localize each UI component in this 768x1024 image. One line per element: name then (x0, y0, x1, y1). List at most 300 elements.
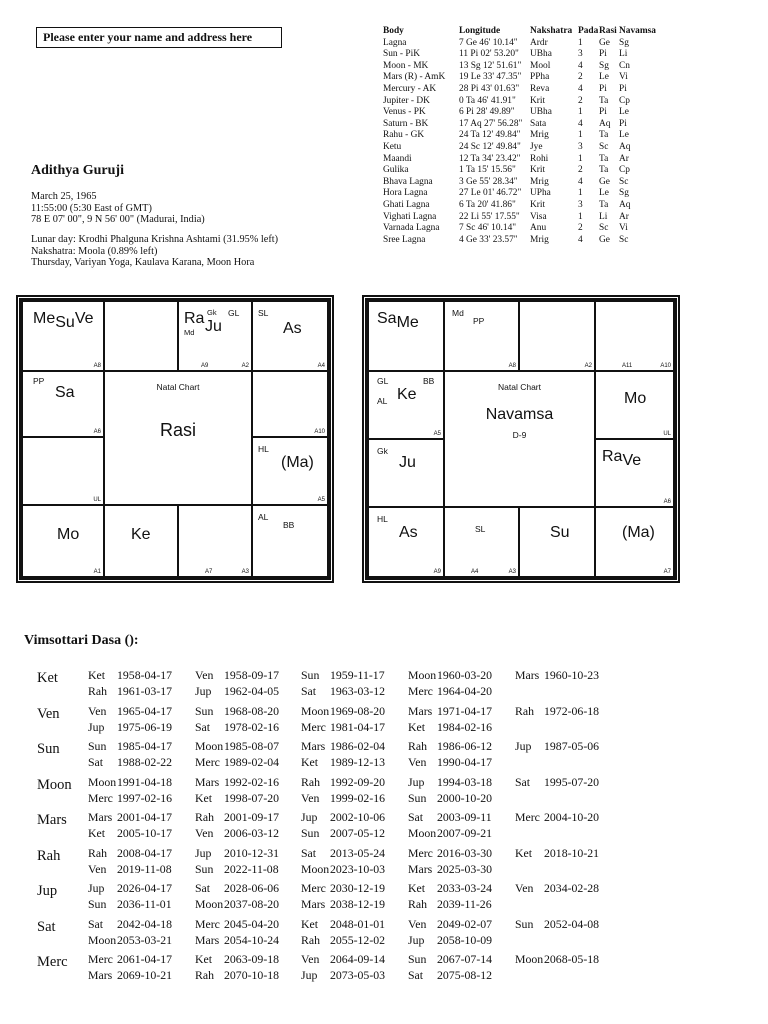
subperiod-date: 2045-04-20 (224, 917, 280, 931)
subperiod-date: 1986-02-04 (330, 739, 386, 753)
subperiod-lord: Merc (88, 952, 113, 966)
table-cell: 0 Ta 46' 41.91" (459, 95, 516, 106)
subperiod-date: 2067-07-14 (437, 952, 493, 966)
dasa-subperiod (88, 917, 172, 933)
subperiod-lord: Mars (408, 704, 433, 718)
dasa-subperiod (515, 846, 599, 862)
subperiod-lord: Sun (301, 668, 320, 682)
arudha-label: A3 (241, 569, 249, 575)
dasa-subperiod (515, 739, 599, 755)
birth-place: 78 E 07' 00", 9 N 56' 00" (Madurai, India) (31, 214, 205, 226)
subperiod-date: 2054-10-24 (224, 932, 280, 947)
dasa-lord: Sat (37, 919, 56, 935)
subperiod-lord: Jup (195, 846, 212, 860)
subperiod-lord: Sat (301, 846, 317, 860)
table-row (383, 223, 649, 235)
table-cell: Bhava Lagna (383, 176, 433, 187)
table-row (383, 84, 649, 96)
subperiod-date: 1987-05-06 (544, 739, 600, 753)
subperiod-lord: Ven (408, 917, 427, 931)
table-cell: Ta (599, 199, 609, 210)
table-header (383, 26, 656, 38)
rasi-house-gemini (251, 300, 329, 372)
subperiod-lord: Moon (301, 704, 330, 718)
subperiod-lord: Jup (408, 775, 425, 789)
planet-label: Md (452, 308, 464, 318)
subperiod-date: 2038-12-19 (330, 896, 386, 911)
dasa-subperiod (408, 704, 492, 720)
table-cell: 1 (578, 211, 583, 222)
subperiod-date: 1999-02-16 (330, 790, 386, 805)
table-cell: Sg (619, 37, 629, 48)
subperiod-date: 1988-02-22 (117, 754, 173, 769)
table-cell: Ta (599, 130, 609, 141)
table-cell: Li (599, 211, 608, 222)
planet-label: HL (377, 514, 388, 524)
rasi-center (103, 370, 253, 506)
table-cell: PPha (530, 72, 550, 83)
subperiod-lord: Merc (408, 683, 433, 698)
dasa-subperiod (88, 826, 172, 842)
navamsa-house-cancer (594, 370, 675, 440)
table-cell: 24 Ta 12' 49.84" (459, 130, 521, 141)
dasa-subperiod (195, 668, 279, 684)
table-cell: 22 Li 55' 17.55" (459, 211, 520, 222)
planet-label: AL (258, 512, 269, 522)
planet-label: SL (475, 524, 486, 534)
table-cell: Mars (R) - AmK (383, 72, 446, 83)
table-cell: Gulika (383, 165, 409, 176)
subperiod-lord: Rah (408, 739, 428, 753)
rasi-house-taurus (177, 300, 253, 372)
table-cell: Visa (530, 211, 547, 222)
subperiod-lord: Sat (408, 810, 424, 824)
table-cell: 3 (578, 49, 583, 60)
subperiod-date: 1962-04-05 (224, 683, 280, 698)
planet-label: Me (396, 314, 419, 331)
rasi-house-aquarius (21, 370, 105, 438)
subperiod-date: 2048-01-01 (330, 917, 386, 931)
table-cell: Sg (599, 60, 609, 71)
table-cell: Lagna (383, 37, 407, 48)
table-cell: Le (619, 130, 629, 141)
person-name: Adithya Guruji (31, 163, 124, 178)
table-cell: 1 (578, 188, 583, 199)
dasa-lord: Ket (37, 670, 58, 686)
arudha-label: A8 (508, 363, 516, 369)
subperiod-date: 2010-12-31 (224, 846, 280, 860)
planet-label: PP (33, 376, 45, 386)
subperiod-lord: Mars (301, 739, 326, 753)
subperiod-lord: Ket (408, 881, 426, 895)
subperiod-lord: Mars (515, 668, 540, 682)
subperiod-date: 1969-08-20 (330, 704, 386, 718)
rasi-house-libra (177, 504, 253, 578)
planet-label: Md (184, 328, 195, 337)
chart-title: Rasi (159, 420, 196, 440)
table-row (383, 107, 649, 119)
subperiod-date: 1972-06-18 (544, 704, 600, 718)
dasa-subperiod (88, 791, 172, 807)
subperiod-lord: Mars (88, 967, 113, 982)
table-row (383, 96, 649, 108)
subperiod-lord: Sat (88, 754, 104, 769)
subperiod-lord: Jup (301, 810, 318, 824)
dasa-subperiod (408, 846, 492, 862)
dasa-subperiod (195, 755, 279, 771)
table-cell: Aq (599, 118, 611, 129)
dasa-subperiod (195, 810, 279, 826)
subperiod-lord: Rah (408, 896, 428, 911)
subperiod-date: 2002-10-06 (330, 810, 386, 824)
navamsa-house-libra (518, 506, 596, 578)
planet-label: HL (258, 444, 269, 454)
table-cell: Rohi (530, 153, 549, 164)
arudha-label: A5 (317, 497, 325, 503)
table-cell: Ardr (530, 37, 548, 48)
subperiod-lord: Mars (195, 775, 220, 789)
rasi-house-cancer (251, 370, 329, 438)
subperiod-lord: Sat (88, 917, 104, 931)
birth-time: 11:55:00 (5:30 East of GMT) (31, 202, 152, 214)
dasa-subperiod (408, 668, 492, 684)
navamsa-house-virgo (594, 506, 675, 578)
subperiod-lord: Rah (195, 810, 215, 824)
dasa-subperiod (195, 704, 279, 720)
table-cell: Sc (619, 176, 629, 187)
subperiod-date: 1959-11-17 (330, 668, 385, 682)
arudha-label: A4 (471, 569, 479, 575)
subperiod-date: 1960-03-20 (437, 668, 493, 682)
subperiod-date: 2030-12-19 (330, 881, 386, 895)
table-cell: Pi (599, 83, 607, 94)
table-cell: 4 (578, 176, 583, 187)
arudha-label: A6 (663, 499, 671, 505)
subperiod-lord: Sat (195, 719, 211, 734)
dasa-subperiod (88, 952, 172, 968)
weekday-yoga: Thursday, Variyan Yoga, Kaulava Karana, Moon Hora (31, 257, 255, 269)
table-cell: 6 Ta 20' 41.86" (459, 199, 516, 210)
table-cell: Venus - PK (383, 107, 426, 118)
subperiod-date: 2064-09-14 (330, 952, 386, 966)
subperiod-date: 2069-10-21 (117, 967, 173, 982)
dasa-lord: Mars (37, 812, 67, 828)
table-cell: Cp (619, 95, 630, 106)
dasa-subperiod (515, 810, 599, 826)
table-cell: Vi (619, 223, 628, 234)
dasa-subperiod (301, 881, 385, 897)
table-cell: Ta (599, 165, 609, 176)
dasa-subperiod (301, 775, 385, 791)
dasa-subperiod (301, 897, 385, 913)
table-cell: Le (599, 72, 609, 83)
subperiod-lord: Ven (408, 754, 427, 769)
subperiod-date: 2007-09-21 (437, 825, 493, 840)
chart-subtitle: Natal Chart (498, 382, 541, 392)
dasa-subperiod (301, 720, 385, 736)
subperiod-lord: Moon (195, 739, 224, 753)
dasa-subperiod (195, 881, 279, 897)
header-body: Body (383, 26, 404, 36)
subperiod-date: 1985-08-07 (224, 739, 280, 753)
table-cell: Ta (599, 95, 609, 106)
arudha-label: A1 (93, 569, 101, 575)
dasa-title: Vimsottari Dasa (): (24, 633, 139, 648)
table-cell: Pi (599, 107, 607, 118)
subperiod-lord: Moon (408, 825, 437, 840)
dasa-subperiod (195, 897, 279, 913)
planet-label: As (283, 320, 302, 337)
subperiod-lord: Rah (301, 775, 321, 789)
planet-label: Su (55, 314, 75, 331)
subperiod-date: 1965-04-17 (117, 704, 173, 718)
dasa-subperiod (301, 917, 385, 933)
planet-label: Ke (397, 386, 417, 403)
subperiod-lord: Sat (195, 881, 211, 895)
dasa-subperiod (195, 862, 279, 878)
planet-label: As (399, 524, 418, 541)
planet-label: Sa (377, 310, 397, 327)
navamsa-chart (362, 295, 680, 583)
table-cell: Vi (619, 72, 628, 83)
nakshatra-info: Nakshatra: Moola (0.89% left) (31, 245, 158, 257)
dasa-subperiod (301, 952, 385, 968)
dasa-subperiod (88, 755, 172, 771)
table-row (383, 49, 649, 61)
subperiod-lord: Mars (195, 932, 220, 947)
dasa-subperiod (408, 881, 492, 897)
table-cell: Le (619, 107, 629, 118)
planet-label: Su (550, 524, 570, 541)
dasa-subperiod (195, 720, 279, 736)
table-cell: Sata (530, 118, 547, 129)
dasa-subperiod (408, 952, 492, 968)
dasa-subperiod (408, 968, 492, 984)
subperiod-lord: Sun (515, 917, 534, 931)
dasa-subperiod (88, 810, 172, 826)
table-row (383, 72, 649, 84)
table-cell: 7 Ge 46' 10.14" (459, 37, 518, 48)
subperiod-date: 1964-04-20 (437, 683, 493, 698)
dasa-subperiod (195, 968, 279, 984)
subperiod-date: 1975-06-19 (117, 719, 173, 734)
subperiod-lord: Jup (408, 932, 425, 947)
planet-label: (Ma) (622, 524, 655, 541)
arudha-label: A2 (241, 363, 249, 369)
subperiod-date: 2063-09-18 (224, 952, 280, 966)
subperiod-date: 2042-04-18 (117, 917, 173, 931)
subperiod-lord: Rah (515, 704, 535, 718)
table-cell: Rahu - GK (383, 130, 425, 141)
subperiod-date: 1997-02-16 (117, 790, 173, 805)
arudha-label: A4 (317, 363, 325, 369)
planet-label: BB (283, 520, 295, 530)
arudha-label: A9 (201, 363, 209, 369)
table-cell: Cp (619, 165, 630, 176)
subperiod-lord: Sat (515, 775, 531, 789)
subperiod-lord: Ven (301, 952, 320, 966)
subperiod-lord: Moon (88, 775, 117, 789)
navamsa-house-aries (443, 300, 520, 372)
table-cell: Pi (619, 118, 627, 129)
subperiod-lord: Merc (301, 881, 326, 895)
dasa-subperiod (301, 684, 385, 700)
planet-label: Ra (602, 448, 623, 465)
subperiod-date: 2016-03-30 (437, 846, 493, 860)
dasa-subperiod (301, 704, 385, 720)
subperiod-date: 2075-08-12 (437, 967, 493, 982)
table-row (383, 119, 649, 131)
subperiod-lord: Moon (408, 668, 437, 682)
dasa-subperiod (88, 739, 172, 755)
subperiod-date: 1981-04-17 (330, 719, 386, 734)
subperiod-date: 1978-02-16 (224, 719, 280, 734)
subperiod-date: 2028-06-06 (224, 881, 280, 895)
table-cell: 3 (578, 199, 583, 210)
planet-label: Ra (184, 310, 205, 327)
table-cell: Sc (599, 223, 609, 234)
planet-positions-table (383, 26, 656, 246)
name-address-prompt[interactable]: Please enter your name and address here (36, 27, 282, 48)
dasa-subperiod (408, 739, 492, 755)
rasi-house-capricorn (21, 436, 105, 506)
subperiod-date: 2037-08-20 (224, 896, 280, 911)
table-cell: 3 (578, 141, 583, 152)
navamsa-house-sagittarius (367, 506, 445, 578)
subperiod-date: 1992-02-16 (224, 775, 280, 789)
subperiod-date: 1971-04-17 (437, 704, 493, 718)
subperiod-lord: Jup (301, 967, 318, 982)
subperiod-lord: Moon (195, 896, 224, 911)
subperiod-date: 2005-10-17 (117, 825, 173, 840)
header-pada: Pada (578, 26, 599, 36)
subperiod-date: 1963-03-12 (330, 683, 386, 698)
subperiod-date: 1958-04-17 (117, 668, 173, 682)
dasa-subperiod (195, 684, 279, 700)
dasa-subperiod (408, 897, 492, 913)
table-cell: Sree Lagna (383, 234, 426, 245)
subperiod-lord: Ket (195, 952, 213, 966)
navamsa-house-taurus (518, 300, 596, 372)
dasa-subperiod (301, 862, 385, 878)
table-row (383, 200, 649, 212)
subperiod-date: 2070-10-18 (224, 967, 280, 982)
table-cell: Pi (599, 49, 607, 60)
subperiod-date: 2001-09-17 (224, 810, 280, 824)
table-cell: Hora Lagna (383, 188, 428, 199)
subperiod-date: 1989-02-04 (224, 754, 280, 769)
arudha-label: A10 (660, 363, 671, 369)
dasa-subperiod (515, 881, 599, 897)
dasa-subperiod (301, 810, 385, 826)
subperiod-lord: Moon (515, 952, 544, 966)
subperiod-lord: Ket (515, 846, 533, 860)
subperiod-lord: Ket (195, 790, 213, 805)
table-cell: 1 (578, 130, 583, 141)
dasa-subperiod (88, 968, 172, 984)
table-cell: Jupiter - DK (383, 95, 430, 106)
subperiod-lord: Sun (88, 896, 107, 911)
rasi-house-pisces (21, 300, 105, 372)
dasa-subperiod (408, 720, 492, 736)
subperiod-lord: Ven (88, 704, 107, 718)
dasa-lord: Jup (37, 883, 58, 899)
subperiod-lord: Mars (408, 861, 433, 876)
table-cell: Ta (599, 153, 609, 164)
subperiod-date: 2058-10-09 (437, 932, 493, 947)
subperiod-date: 2000-10-20 (437, 790, 493, 805)
subperiod-lord: Jup (88, 881, 105, 895)
dasa-subperiod (88, 704, 172, 720)
subperiod-lord: Sun (195, 704, 214, 718)
dasa-subperiod (408, 810, 492, 826)
dasa-subperiod (88, 933, 172, 949)
table-row (383, 130, 649, 142)
dasa-subperiod (515, 917, 599, 933)
table-cell: Ghati Lagna (383, 199, 430, 210)
table-cell: Aq (619, 199, 631, 210)
subperiod-lord: Jup (88, 719, 105, 734)
table-row (383, 177, 649, 189)
subperiod-date: 2008-04-17 (117, 846, 173, 860)
table-cell: Sg (619, 188, 629, 199)
dasa-subperiod (195, 739, 279, 755)
dasa-lord: Moon (37, 777, 72, 793)
rasi-chart (16, 295, 334, 583)
subperiod-date: 1958-09-17 (224, 668, 280, 682)
table-cell: 2 (578, 95, 583, 106)
subperiod-date: 2055-12-02 (330, 932, 386, 947)
header-nakshatra: Nakshatra (530, 26, 573, 36)
subperiod-date: 2073-05-03 (330, 967, 386, 982)
planet-label: Ve (74, 310, 94, 327)
arudha-label: UL (93, 497, 101, 503)
table-cell: Sc (599, 141, 609, 152)
planet-label: Sa (55, 384, 75, 401)
table-cell: Ketu (383, 141, 402, 152)
subperiod-lord: Sun (408, 790, 427, 805)
arudha-label: A7 (663, 569, 671, 575)
subperiod-date: 2022-11-08 (224, 861, 279, 876)
lunar-details (31, 234, 278, 269)
table-cell: 17 Aq 27' 56.28" (459, 118, 523, 129)
planet-label: Ju (205, 318, 222, 335)
table-cell: Moon - MK (383, 60, 429, 71)
subperiod-lord: Merc (408, 846, 433, 860)
subperiod-date: 1995-07-20 (544, 775, 600, 789)
table-cell: Vighati Lagna (383, 211, 437, 222)
subperiod-date: 2036-11-01 (117, 896, 172, 911)
dasa-subperiod (88, 897, 172, 913)
dasa-subperiod (301, 933, 385, 949)
dasa-subperiod (301, 791, 385, 807)
rasi-house-aries (103, 300, 179, 372)
table-cell: Cn (619, 60, 630, 71)
dasa-subperiod (408, 826, 492, 842)
table-row (383, 188, 649, 200)
arudha-label: A9 (433, 569, 441, 575)
table-cell: 7 Sc 46' 10.14" (459, 223, 517, 234)
subperiod-date: 2025-03-30 (437, 861, 493, 876)
planet-label: (Ma) (281, 454, 314, 471)
navamsa-house-scorpio (443, 506, 520, 578)
subperiod-date: 2013-05-24 (330, 846, 386, 860)
dasa-subperiod (408, 791, 492, 807)
header-navamsa: Navamsa (619, 26, 656, 36)
planet-label: Gk (207, 308, 217, 317)
table-cell: 4 (578, 118, 583, 129)
table-cell: Ar (619, 211, 629, 222)
